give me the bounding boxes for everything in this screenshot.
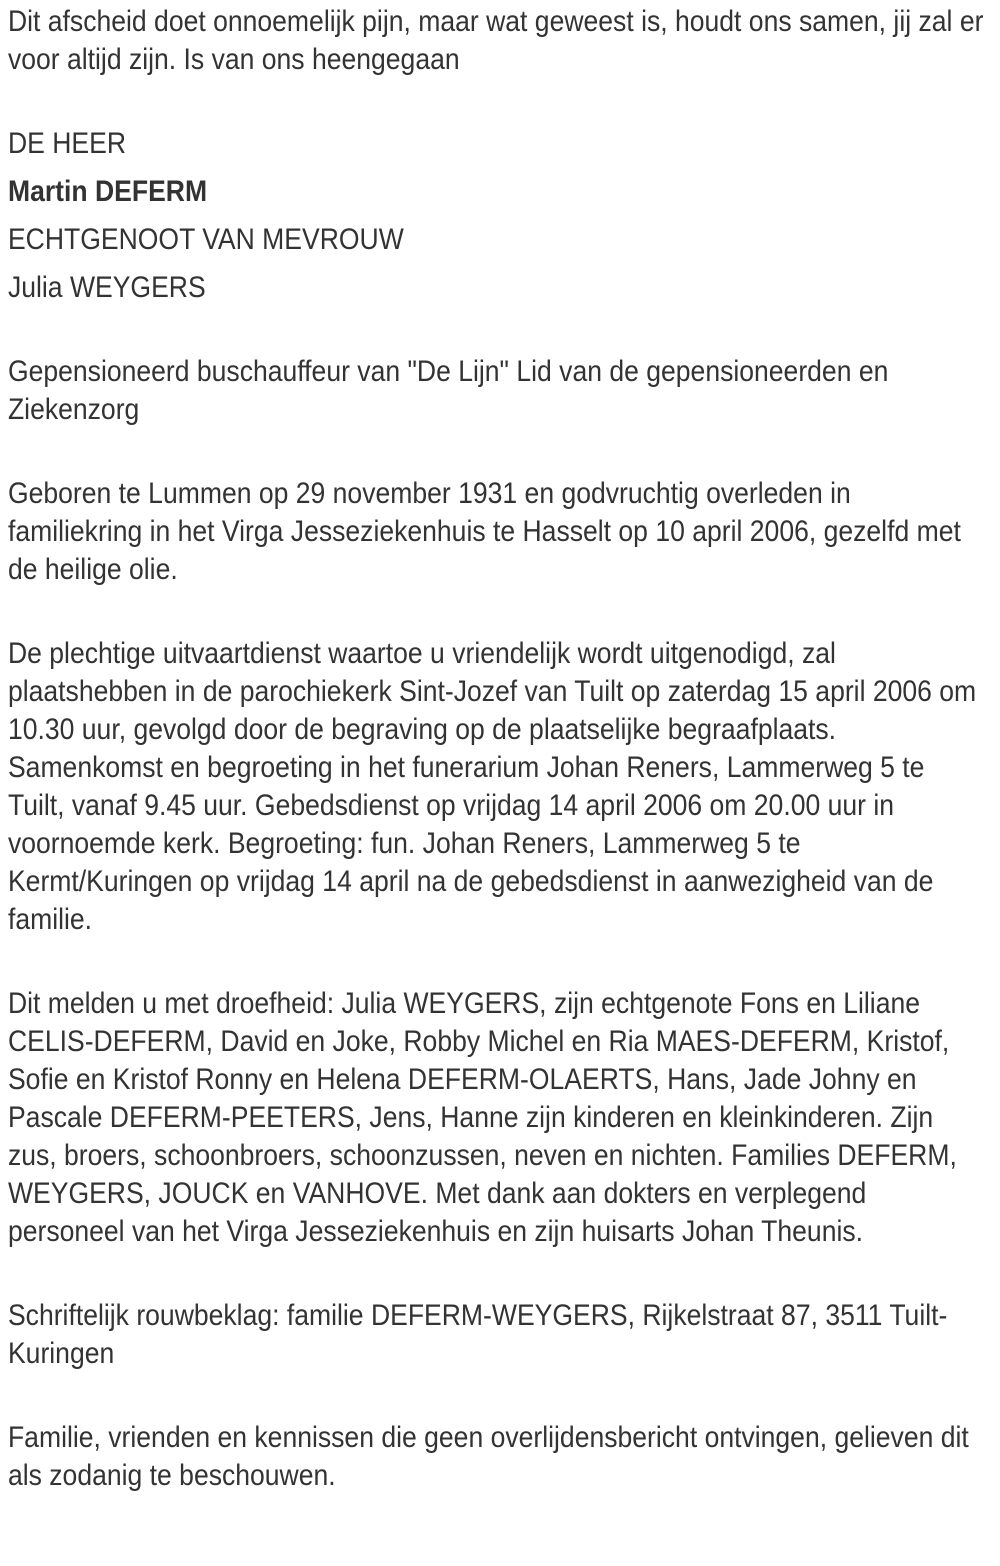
birth-death-info: Geboren te Lummen op 29 november 1931 en godvruchtig overleden in familiekring in het Virga Jesseziekenhuis te Hasselt op 10 april 2006, gezelfd met de heilige olie. xyxy=(7,477,961,586)
deceased-name: Martin DEFERM xyxy=(7,175,208,208)
profession-memberships: Gepensioneerd buschauffeur van "De Lijn" Lid van de gepensioneerden en Ziekenzorg xyxy=(7,355,889,426)
salutation: DE HEER xyxy=(7,127,126,160)
condolence-address: Schriftelijk rouwbeklag: familie DEFERM-WEYGERS, Rijkelstraat 87, 3511 Tuilt-Kuringen xyxy=(7,1299,948,1370)
spouse-name: Julia WEYGERS xyxy=(7,271,206,304)
intro-quote: Dit afscheid doet onnoemelijk pijn, maar wat geweest is, houdt ons samen, jij zal er voor altijd zijn. Is van ons heengegaan xyxy=(7,5,984,76)
closing-note: Familie, vrienden en kennissen die geen overlijdensbericht ontvingen, gelieven dit als zodanig te beschouwen. xyxy=(7,1421,969,1492)
funeral-service-info: De plechtige uitvaartdienst waartoe u vriendelijk wordt uitgenodigd, zal plaatshebben in de parochiekerk Sint-Jozef van Tuilt op zaterdag 15 april 2006 om 10.30 uur, gevolgd door de begraving op de plaatselijke begraafplaats. Samenkomst en begroeting in het funerarium Johan Reners, Lammerweg 5 te Tuilt, vanaf 9.45 uur. Gebedsdienst op vrijdag 14 april 2006 om 20.00 uur in voornoemde kerk. Begroeting: fun. Johan Reners, Lammerweg 5 te Kermt/Kuringen op vrijdag 14 april na de gebedsdienst in aanwezigheid van de familie. xyxy=(7,637,977,936)
relation-line: ECHTGENOOT VAN MEVROUW xyxy=(7,223,404,256)
family-announcement: Dit melden u met droefheid: Julia WEYGERS, zijn echtgenote Fons en Liliane CELIS-DEFERM, David en Joke, Robby Michel en Ria MAES-DEFERM, Kristof, Sofie en Kristof Ronny en Helena DEFERM-OLAERTS, Hans, Jade Johny en Pascale DEFERM-PEETERS, Jens, Hanne zijn kinderen en kleinkinderen. Zijn zus, broers, schoonbroers, schoonzussen, neven en nichten. Families DEFERM, WEYGERS, JOUCK en VANHOVE. Met dank aan dokters en verplegend personeel van het Virga Jesseziekenhuis en zijn huisarts Johan Theunis. xyxy=(7,987,957,1248)
